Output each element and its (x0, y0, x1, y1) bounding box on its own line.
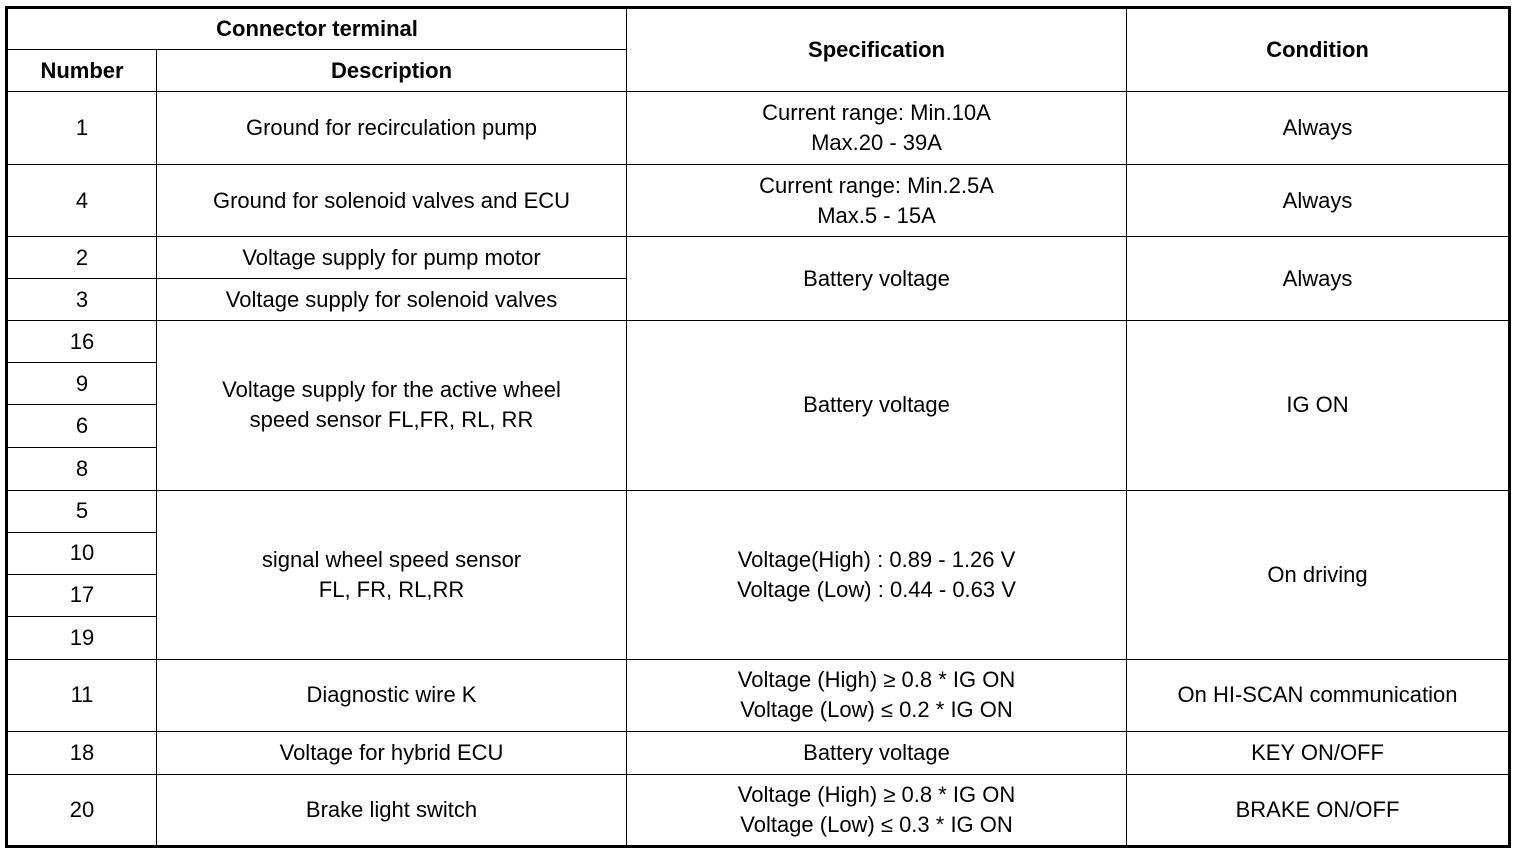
spec-line: Current range: Min.2.5A (759, 172, 994, 198)
spec-line: Voltage (High) ≥ 0.8 * IG ON (737, 667, 1016, 693)
cell-number: 3 (7, 279, 157, 321)
cell-number: 20 (7, 774, 157, 846)
cell-description (157, 321, 627, 490)
cell-description: Ground for solenoid valves and ECU (157, 165, 627, 237)
spec-line: Voltage (High) ≥ 0.8 * IG ON (737, 781, 1016, 807)
spec-line: Voltage (Low) ≤ 0.2 * IG ON (740, 697, 1013, 723)
cell-number: 11 (7, 659, 157, 731)
cell-number: 16 (7, 321, 157, 363)
cell-number: 10 (7, 532, 157, 574)
cell-number: 17 (7, 574, 157, 616)
table-row (7, 731, 1510, 774)
cell-specification (627, 659, 1127, 731)
description-line: Voltage supply for the active wheel (222, 377, 561, 403)
cell-condition: Always (1127, 237, 1510, 321)
cell-number: 2 (7, 237, 157, 279)
cell-description: Brake light switch (157, 774, 627, 846)
cell-specification: Battery voltage (627, 321, 1127, 490)
header-connector-terminal: Connector terminal (7, 8, 627, 50)
header-specification: Specification (627, 8, 1127, 92)
spec-line: Voltage (Low) : 0.44 - 0.63 V (737, 576, 1016, 602)
cell-condition: KEY ON/OFF (1127, 731, 1510, 774)
table-row (7, 321, 1510, 363)
spec-line: Voltage (Low) ≤ 0.3 * IG ON (740, 811, 1013, 837)
cell-condition: Always (1127, 92, 1510, 165)
description-line: signal wheel speed sensor (261, 546, 522, 572)
cell-number: 4 (7, 165, 157, 237)
spec-line: Max.20 - 39A (811, 130, 942, 156)
cell-specification (627, 490, 1127, 659)
cell-description: Voltage supply for pump motor (157, 237, 627, 279)
cell-condition: On driving (1127, 490, 1510, 659)
cell-specification (627, 92, 1127, 165)
table-row (7, 92, 1510, 165)
connector-spec-table (5, 6, 1511, 848)
cell-description (157, 490, 627, 659)
cell-description: Voltage supply for solenoid valves (157, 279, 627, 321)
table-row (7, 237, 1510, 279)
spec-line: Voltage(High) : 0.89 - 1.26 V (737, 546, 1016, 572)
header-condition: Condition (1127, 8, 1510, 92)
table-row (7, 490, 1510, 532)
cell-number: 18 (7, 731, 157, 774)
spec-table-container (5, 6, 1508, 848)
table-row (7, 165, 1510, 237)
header-number: Number (7, 50, 157, 92)
cell-condition: BRAKE ON/OFF (1127, 774, 1510, 846)
cell-number: 5 (7, 490, 157, 532)
cell-description: Diagnostic wire K (157, 659, 627, 731)
cell-number: 8 (7, 448, 157, 490)
cell-specification (627, 165, 1127, 237)
cell-specification: Battery voltage (627, 237, 1127, 321)
cell-number: 9 (7, 363, 157, 405)
cell-description: Ground for recirculation pump (157, 92, 627, 165)
cell-number: 1 (7, 92, 157, 165)
header-description: Description (157, 50, 627, 92)
spec-line: Max.5 - 15A (817, 202, 936, 228)
table-row (7, 659, 1510, 731)
cell-specification: Battery voltage (627, 731, 1127, 774)
cell-specification (627, 774, 1127, 846)
cell-description: Voltage for hybrid ECU (157, 731, 627, 774)
spec-line: Current range: Min.10A (762, 100, 991, 126)
cell-number: 19 (7, 616, 157, 659)
cell-condition: IG ON (1127, 321, 1510, 490)
description-line: FL, FR, RL,RR (318, 576, 465, 602)
cell-condition: Always (1127, 165, 1510, 237)
cell-condition: On HI-SCAN communication (1127, 659, 1510, 731)
description-line: speed sensor FL,FR, RL, RR (249, 407, 534, 433)
cell-number: 6 (7, 405, 157, 448)
table-row (7, 774, 1510, 846)
